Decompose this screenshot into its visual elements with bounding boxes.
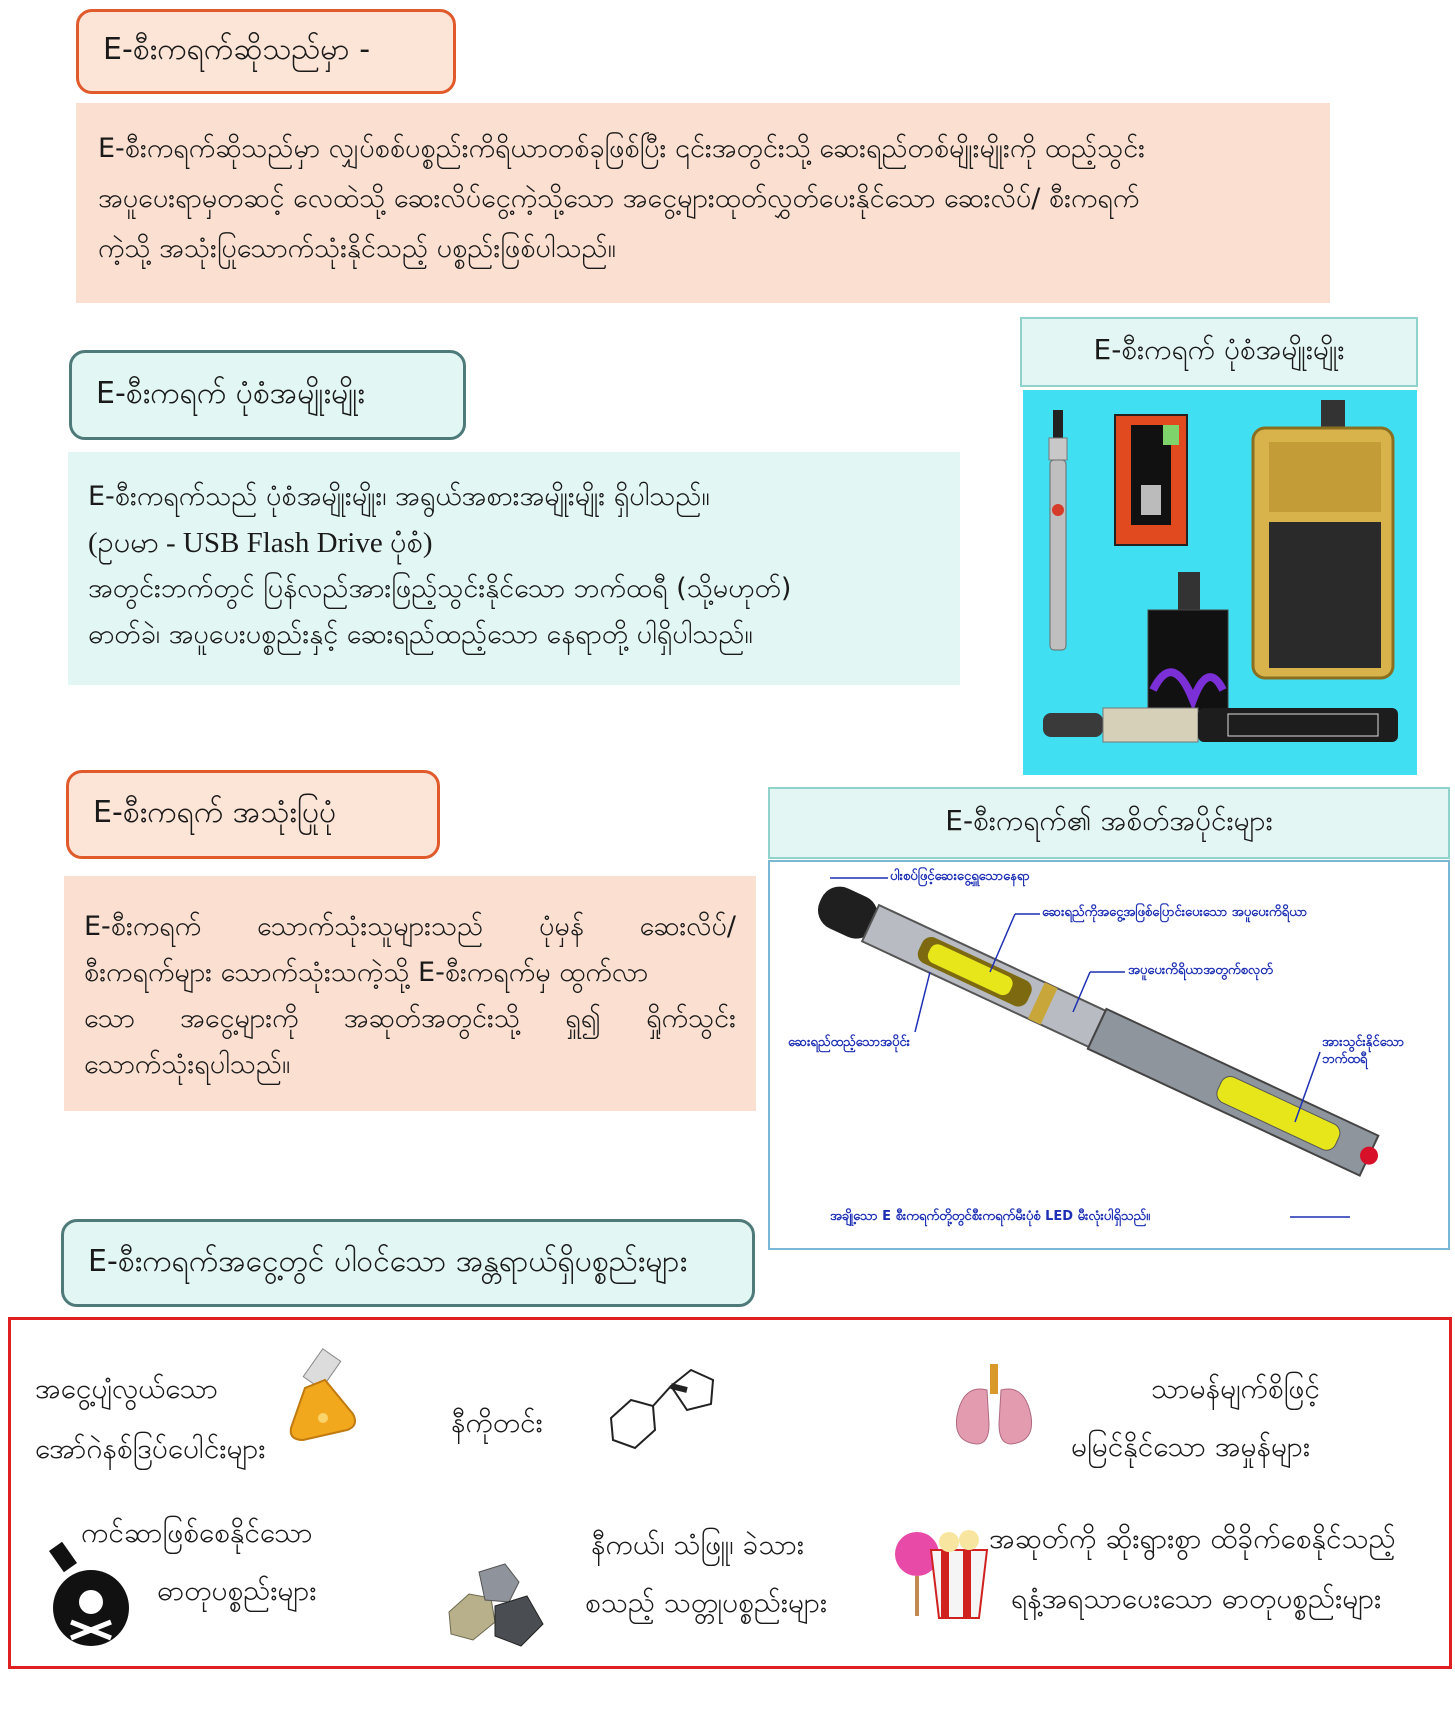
- flask-icon: [283, 1348, 363, 1448]
- lungs-icon: [949, 1360, 1039, 1450]
- types-line-3: အတွင်းဘက်တွင် ပြန်လည်အားဖြည့်သွင်းနိုင်သော ဘက်ထရီ (သို့မဟုတ်): [88, 573, 792, 604]
- label-sensor: အပူပေးကိရိယာအတွက်စလုတ်: [1128, 963, 1273, 978]
- hazard-carcinogen-line-2: ဓာတုပစ္စည်းများ: [157, 1574, 317, 1607]
- ecig-parts-diagram: [768, 860, 1450, 1250]
- types-line-1: E-စီးကရက်သည် ပုံစံအမျိုးမျိုး၊ အရွယ်အစားအမျိုးမျိုး ရှိပါသည်။: [88, 481, 710, 512]
- ecig-devices-illustration: [1023, 390, 1417, 775]
- nicotine-molecule-icon: [601, 1344, 721, 1454]
- label-liquid: ဆေးရည်ထည့်သောအပိုင်း: [788, 1035, 910, 1050]
- heading-hazards: E-စီးကရက်အငွေ့တွင် ပါဝင်သော အန္တရာယ်ရှိပစ္စည်းများ: [61, 1219, 755, 1307]
- poison-bottle-icon: [47, 1542, 137, 1652]
- hazard-metals-line-2: စသည့် သတ္တုပစ္စည်းများ: [585, 1586, 828, 1619]
- hazard-carcinogen-line-1: ကင်ဆာဖြစ်စေနိုင်သော: [81, 1516, 313, 1549]
- heading-types: E-စီးကရက် ပုံစံအမျိုးမျိုး: [69, 350, 466, 440]
- hazard-flavor-line-2: ရနံ့အရသာပေးသော ဓာတုပစ္စည်းများ: [1011, 1582, 1382, 1615]
- label-led: အချို့သော E စီးကရက်တို့တွင်စီးကရက်မီးပုံစံ LED မီးလုံးပါရှိသည်။: [830, 1209, 1151, 1224]
- hazard-particles-line-1: သာမန်မျက်စိဖြင့်: [1151, 1372, 1320, 1405]
- popcorn-candy-icon: [891, 1520, 991, 1620]
- metal-ore-icon: [439, 1560, 549, 1650]
- definition-line-2: အပူပေးရာမှတဆင့် လေထဲသို့ ဆေးလိပ်ငွေ့ကဲ့သို့သော အငွေ့များထုတ်လွှတ်ပေးနိုင်သော ဆေးလိပ်/ စီးကရက်: [98, 183, 1140, 214]
- usage-line-4: သောက်သုံးရပါသည်။: [84, 1049, 291, 1080]
- usage-line-3: သော အငွေ့များကို အဆုတ်အတွင်းသို့ ရှူ၍ ရှိုက်သွင်း: [84, 1003, 736, 1034]
- label-battery: အားသွင်းနိုင်သော ဘက်ထရီ: [1322, 1035, 1405, 1067]
- usage-line-2: စီးကရက်များ သောက်သုံးသကဲ့သို့ E-စီးကရက်မှ ထွက်လာ: [84, 957, 649, 988]
- parts-figure-caption: E-စီးကရက်၏ အစိတ်အပိုင်းများ: [768, 787, 1450, 859]
- hazards-frame: [8, 1317, 1452, 1669]
- usage-panel: [64, 876, 756, 1111]
- types-line-4: ဓာတ်ခဲ၊ အပူပေးပစ္စည်းနှင့် ဆေးရည်ထည့်သော နေရာတို့ ပါရှိပါသည်။: [88, 619, 753, 650]
- hazard-organic-line-1: အငွေ့ပျံလွယ်သော: [35, 1372, 218, 1405]
- usage-line-1: E-စီးကရက် သောက်သုံးသူများသည် ပုံမှန် ဆေးလိပ်/: [84, 911, 736, 942]
- definition-panel: [76, 103, 1330, 303]
- hazard-flavor-line-1: အဆုတ်ကို ဆိုးရွားစွာ ထိခိုက်စေနိုင်သည့်: [989, 1522, 1396, 1555]
- hazard-organic-line-2: အော်ဂဲနစ်ဒြပ်ပေါင်းများ: [35, 1432, 266, 1465]
- definition-line-1: E-စီးကရက်ဆိုသည်မှာ လျှပ်စစ်ပစ္စည်းကိရိယာတစ်ခုဖြစ်ပြီး ၎င်းအတွင်းသို့ ဆေးရည်တစ်မျိုးမျိုးကို ထည့်သွင်း: [98, 133, 1146, 164]
- ecig-types-image: [1023, 390, 1417, 775]
- types-figure-caption: E-စီးကရက် ပုံစံအမျိုးမျိုး: [1020, 317, 1418, 387]
- label-mouthpiece: ပါးစပ်ဖြင့်ဆေးငွေ့ရှူသောနေရာ: [890, 869, 1030, 884]
- heading-what-is-ecig: E-စီးကရက်ဆိုသည်မှာ -: [76, 9, 456, 94]
- heading-how-to-use: E-စီးကရက် အသုံးပြုပုံ: [66, 770, 440, 859]
- definition-line-3: ကဲ့သို့ အသုံးပြုသောက်သုံးနိုင်သည့် ပစ္စည်းဖြစ်ပါသည်။: [98, 233, 616, 264]
- hazard-metals-line-1: နီကယ်၊ သံဖြူ၊ ခဲသား: [591, 1528, 805, 1561]
- hazard-nicotine-label: နီကိုတင်း: [451, 1406, 543, 1439]
- types-panel: [68, 452, 960, 685]
- hazard-particles-line-2: မမြင်နိုင်သော အမှုန်များ: [1071, 1430, 1311, 1463]
- label-atomizer: ဆေးရည်ကိုအငွေ့အဖြစ်ပြောင်းပေးသော အပူပေးကိရိယာ: [1042, 905, 1308, 920]
- types-line-2: (ဥပမာ - USB Flash Drive ပုံစံ): [88, 527, 433, 559]
